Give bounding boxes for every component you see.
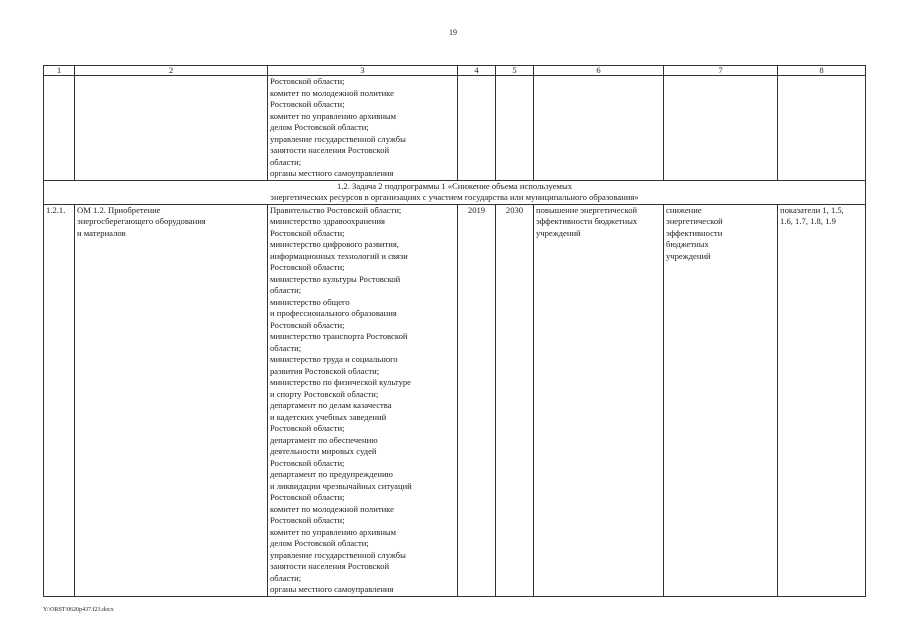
header-row (44, 66, 866, 76)
task-line: 1.2. Задача 2 подпрограммы 1 «Снижение объема используемых (336, 180, 573, 191)
task-heading (44, 180, 866, 204)
executor-line: Ростовской области; (270, 227, 345, 238)
executor-line: делом Ростовской области; (270, 122, 369, 132)
executor-line: Ростовской области; (270, 319, 345, 330)
executor-line: и кадетских учебных заведений (270, 411, 387, 422)
page-number: 19 (449, 28, 457, 37)
executor-line: информационных технологий и связи (270, 250, 408, 261)
task-line: энергетических ресурсов в организациях с участием государства или муниципального образования» (270, 192, 639, 202)
measure-line: и материалов (77, 227, 126, 238)
continuation-executors (268, 76, 458, 181)
executor-line: министерство по физической культуре (270, 377, 411, 387)
consequence-line: энергетической (666, 216, 723, 226)
executor-line: министерство культуры Ростовской (270, 273, 401, 284)
header-cell: 3 (268, 66, 458, 76)
indicator-line: 1.6, 1.7, 1.8, 1.9 (780, 216, 836, 226)
measures-table (43, 65, 866, 597)
executor-line: управление государственной службы (270, 133, 406, 144)
executor-line: комитет по управлению архивным (270, 526, 397, 537)
measure-row (44, 204, 866, 596)
executor-line: Ростовской области; (270, 76, 345, 86)
executor-line: занятости населения Ростовской (270, 561, 390, 571)
header-cell: 4 (458, 66, 496, 76)
header-cell: 2 (75, 66, 268, 76)
indicators (778, 204, 866, 596)
indicator-line: показатели 1, 1.5, (780, 204, 844, 215)
consequence-line: эффективности (666, 227, 723, 238)
measure-line: энергосберегающего оборудования (77, 216, 206, 226)
executor-line: области; (270, 572, 302, 583)
measure-name (75, 204, 268, 596)
executor-line: и профессионального образования (270, 308, 397, 318)
executor-line: департамент по делам казачества (270, 400, 392, 410)
executor-line: занятости населения Ростовской (270, 145, 390, 155)
result-line: эффективности бюджетных (536, 216, 638, 226)
executor-line: Ростовской области; (270, 99, 345, 109)
start-year: 2019 (458, 204, 496, 596)
end-year: 2030 (496, 204, 534, 596)
task-row (44, 180, 866, 204)
result-line: повышение энергетической (536, 204, 638, 215)
expected-result (534, 204, 664, 596)
executor-line: Ростовской области; (270, 515, 345, 525)
executor-line: делом Ростовской области; (270, 538, 369, 548)
executor-line: комитет по молодежной политике (270, 87, 394, 98)
executor-line: и ликвидации чрезвычайных ситуаций (270, 480, 412, 491)
header-cell: 6 (534, 66, 664, 76)
executor-line: развития Ростовской области; (270, 365, 380, 376)
executor-line: области; (270, 156, 302, 167)
executor-line: органы местного самоуправления (270, 584, 394, 594)
row-number: 1.2.1. (44, 204, 75, 596)
footer-file-path: Y:\ORST\0620p437.f23.docx (43, 607, 114, 613)
header-cell: 1 (44, 66, 75, 76)
header-cell: 5 (496, 66, 534, 76)
executors-cell (268, 204, 458, 596)
executor-line: министерство здравоохранения (270, 216, 386, 226)
header-cell: 8 (778, 66, 866, 76)
measure-line: ОМ 1.2. Приобретение (77, 204, 161, 215)
executor-line: органы местного самоуправления (270, 168, 394, 178)
executor-line: управление государственной службы (270, 549, 406, 560)
executor-line: и спорту Ростовской области; (270, 388, 379, 399)
result-line: учреждений (536, 227, 581, 238)
executor-line: Ростовской области; (270, 262, 345, 272)
executor-line: комитет по управлению архивным (270, 110, 397, 121)
executor-line: департамент по обеспечению (270, 434, 378, 445)
executor-line: министерство общего (270, 296, 350, 307)
executor-line: деятельности мировых судей (270, 446, 377, 456)
consequence-line: бюджетных (666, 239, 709, 249)
executor-line: области; (270, 342, 302, 353)
executor-line: министерство транспорта Ростовской (270, 331, 408, 341)
executor-line: Ростовской области; (270, 492, 345, 502)
consequence-line: снижение (666, 204, 702, 215)
executor-line: министерство цифрового развития, (270, 239, 399, 249)
executor-line: Ростовской области; (270, 457, 345, 468)
executor-line: министерство труда и социального (270, 354, 398, 364)
header-cell: 7 (664, 66, 778, 76)
consequences (664, 204, 778, 596)
executor-line: комитет по молодежной политике (270, 503, 394, 514)
continuation-row (44, 76, 866, 181)
executor-line: департамент по предупреждению (270, 469, 393, 479)
consequence-line: учреждений (666, 250, 711, 261)
executor-line: области; (270, 285, 302, 295)
executor-line: Правительство Ростовской области; (270, 204, 402, 215)
executor-line: Ростовской области; (270, 423, 345, 433)
